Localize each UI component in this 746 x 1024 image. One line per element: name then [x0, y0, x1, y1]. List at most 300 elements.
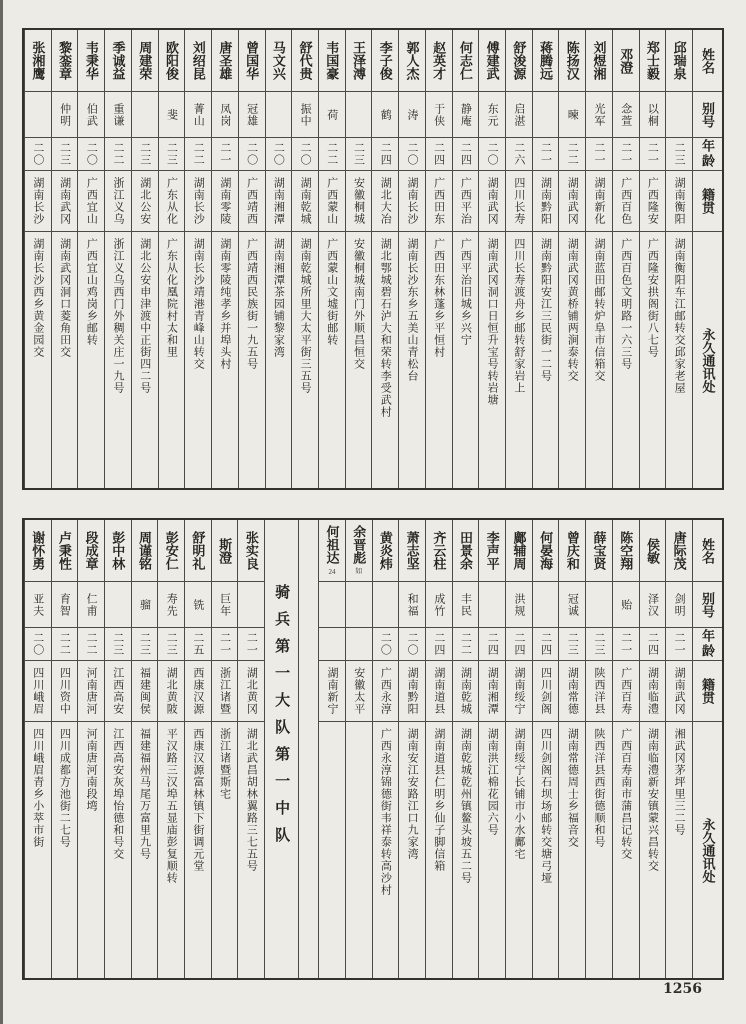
person-name-cell	[52, 30, 78, 92]
person-name-cell	[25, 30, 51, 92]
person-name: 侯敏	[644, 537, 660, 564]
person-name: 周建荣	[137, 41, 153, 80]
person-age-cell: 二三	[105, 628, 131, 661]
person-native-cell: 广西蒙山	[319, 171, 345, 232]
person-address-cell: 四川峨眉青乡小萃市街	[31, 728, 44, 848]
person-name: 季诚益	[110, 41, 126, 80]
person-name: 张实良	[243, 531, 259, 570]
person-address-cell: 湖南道县仁明乡仙子脚信箱	[432, 728, 445, 872]
row-header-address: 永久通讯处	[700, 817, 716, 883]
person-name-annotation: 24	[328, 567, 336, 576]
person-age-cell: 二一	[613, 138, 639, 171]
person-address-cell: 广西靖西民族街一九五号	[245, 238, 258, 370]
person-column	[452, 520, 479, 978]
person-native-cell: 湖北黄冈	[238, 661, 264, 722]
person-native-cell: 湖北公安	[132, 171, 158, 232]
person-column	[131, 520, 158, 978]
person-native-cell: 西康汉源	[185, 661, 211, 722]
person-address-cell: 广西隆安拱阁街八七号	[646, 238, 659, 358]
person-age-cell: 二二	[105, 138, 131, 171]
person-age-cell: 二四	[506, 628, 532, 661]
person-name: 斯澄	[217, 537, 233, 564]
person-age-cell: 二三	[159, 138, 185, 171]
person-age-cell: 二〇	[25, 628, 51, 661]
person-address-cell: 湖南乾城乾州镇鳌头坡五二号	[459, 728, 472, 884]
person-age-cell: 二二	[559, 138, 585, 171]
person-address-cell: 广西百色文明路一六三号	[619, 238, 632, 370]
person-name: 刘煜湘	[591, 41, 607, 80]
person-name-cell	[640, 30, 666, 92]
person-native-cell: 湖南新宁	[319, 661, 345, 722]
person-alias-cell	[533, 92, 559, 138]
person-age-cell: 二四	[479, 628, 505, 661]
person-column	[345, 30, 372, 488]
person-name-cell	[586, 30, 612, 92]
person-column	[237, 520, 264, 978]
person-alias-cell	[586, 582, 612, 628]
person-column	[585, 520, 612, 978]
person-name: 周谨铭	[137, 531, 152, 570]
person-age-cell: 二三	[132, 628, 158, 661]
person-age-cell: 二三	[346, 138, 372, 171]
person-alias-cell: 暕	[559, 92, 585, 138]
person-name: 何晏海	[538, 531, 554, 570]
person-alias-cell: 巨年	[212, 582, 238, 628]
person-native-cell: 湖南衡阳	[666, 171, 692, 232]
person-name: 余晋彪	[351, 524, 367, 564]
person-age-cell: 二二	[319, 138, 345, 171]
person-name-cell	[105, 520, 131, 582]
person-alias-cell	[479, 582, 505, 628]
person-column	[211, 520, 238, 978]
person-column	[372, 520, 399, 978]
person-name-cell	[479, 520, 505, 582]
person-native-cell: 湖南乾城	[453, 661, 479, 722]
person-alias-cell	[373, 582, 399, 628]
person-address-cell: 四川长寿渡舟乡邮转舒家岩上	[512, 238, 525, 394]
person-name-cell	[506, 30, 532, 92]
person-age-cell: 二一	[212, 628, 238, 661]
person-age-cell: 二二	[453, 628, 479, 661]
person-name-cell	[132, 30, 158, 92]
person-native-cell: 湖南零陵	[212, 171, 238, 232]
person-column	[398, 520, 425, 978]
person-name: 鄺辅周	[511, 531, 527, 570]
person-name-cell	[640, 520, 666, 582]
person-alias-cell: 静庵	[453, 92, 479, 138]
person-name-cell	[586, 520, 612, 582]
person-alias-cell: 育智	[52, 582, 78, 628]
person-age-cell: 二三	[586, 628, 612, 661]
row-header-age: 年龄	[693, 138, 722, 171]
person-native-cell: 广东从化	[159, 171, 185, 232]
person-name: 马文兴	[270, 41, 286, 80]
person-column	[104, 520, 131, 978]
person-name: 齐云柱	[431, 531, 447, 570]
person-address-cell: 湖南乾城所里大太平街三五号	[299, 238, 312, 394]
person-address-cell: 湖北公安申津渡中正街四二号	[138, 238, 151, 394]
person-name-cell	[613, 30, 639, 92]
person-name: 唐圣雄	[217, 41, 233, 80]
person-name: 邓澄	[618, 47, 634, 74]
person-native-cell: 湖南常德	[559, 661, 585, 722]
person-native-cell: 湖南黔阳	[399, 661, 425, 722]
person-column	[157, 520, 184, 978]
person-address-cell: 湖南黔阳安江三民街一二号	[539, 238, 552, 382]
person-native-cell: 湖南临澧	[640, 661, 666, 722]
person-address-cell: 浙江义乌西门外稠关庄一九号	[112, 238, 125, 394]
person-column	[532, 30, 559, 488]
person-age-cell: 二六	[506, 138, 532, 171]
person-address-cell: 湖南湘潭茶园铺黎家湾	[272, 238, 285, 358]
person-address-cell: 湖南武冈洞口菱角田交	[58, 238, 71, 358]
person-name-cell	[453, 30, 479, 92]
person-native-cell: 广西永淳	[373, 661, 399, 722]
row-header-native: 籍贯	[693, 171, 722, 232]
person-name-cell	[239, 30, 265, 92]
person-native-cell: 四川峨眉	[25, 661, 51, 722]
person-name: 张湘鹰	[30, 41, 46, 80]
person-name: 蒋腾远	[538, 41, 554, 80]
person-name-cell	[346, 30, 372, 92]
person-column	[318, 520, 345, 978]
row-header-age: 年龄	[693, 628, 722, 661]
person-name: 薛宝贤	[591, 531, 607, 570]
person-native-cell: 广西靖西	[239, 171, 265, 232]
person-name-cell	[78, 30, 104, 92]
person-name: 李声平	[484, 531, 500, 570]
person-address-cell: 浙江诸暨斯宅	[218, 728, 231, 800]
person-alias-cell: 丰民	[453, 582, 479, 628]
person-age-cell: 二〇	[25, 138, 51, 171]
person-address-cell: 西康汉源富林镇下街调元堂	[191, 728, 204, 872]
person-name-cell	[479, 30, 505, 92]
row-header-name: 姓名	[693, 520, 722, 582]
person-alias-cell: 斐	[159, 92, 185, 138]
person-native-cell: 四川长寿	[506, 171, 532, 232]
person-alias-cell: 和福	[399, 582, 425, 628]
person-native-cell: 湖南湘潭	[266, 171, 292, 232]
person-column	[51, 520, 78, 978]
person-address-cell: 湖南常德周士乡福音交	[566, 728, 579, 848]
person-name-cell	[399, 520, 425, 582]
person-address-cell: 湖南蓝田邮转炉阜市信箱交	[592, 238, 605, 382]
person-column	[184, 520, 211, 978]
person-column	[24, 520, 51, 978]
person-age-cell: 二一	[212, 138, 238, 171]
unit-title-column	[264, 520, 298, 978]
person-name-cell	[319, 520, 345, 582]
person-name-cell	[238, 520, 264, 582]
person-native-cell: 广西百寿	[613, 661, 639, 722]
person-name: 郭人杰	[404, 41, 420, 80]
person-name-cell	[533, 30, 559, 92]
person-name: 舒明礼	[190, 531, 206, 570]
person-column	[291, 30, 318, 488]
person-native-cell: 湖南绥宁	[506, 661, 532, 722]
person-alias-cell: 仲明	[52, 92, 78, 138]
person-column	[478, 520, 505, 978]
person-name: 李子俊	[377, 41, 393, 80]
person-native-cell: 安徽桐城	[346, 171, 372, 232]
person-alias-cell	[266, 92, 292, 138]
person-alias-cell	[132, 92, 158, 138]
person-address-cell	[346, 722, 372, 978]
person-native-cell: 湖南黔阳	[533, 171, 559, 232]
person-name: 曾国华	[244, 41, 260, 80]
person-name-cell	[506, 520, 532, 582]
person-name: 曾庆和	[564, 531, 580, 570]
person-name: 卢秉性	[56, 531, 72, 570]
unit-title: 骑兵第一大队第一中队	[273, 584, 290, 854]
person-name-cell	[132, 520, 158, 582]
person-alias-cell	[533, 582, 559, 628]
person-alias-cell: 洪规	[506, 582, 532, 628]
person-name: 陈扬汉	[564, 41, 580, 80]
person-alias-cell: 亚夫	[25, 582, 51, 628]
person-name: 王泽溥	[351, 41, 367, 80]
person-name: 邱瑞泉	[671, 41, 687, 80]
person-alias-cell: 于侠	[426, 92, 452, 138]
row-header-column	[692, 520, 722, 978]
person-column	[211, 30, 238, 488]
person-name: 田景余	[458, 531, 474, 570]
person-native-cell: 湖南湘潭	[479, 661, 505, 722]
person-address-cell: 广西蒙山文墟街邮转	[325, 238, 338, 346]
person-age-cell: 二四	[453, 138, 479, 171]
person-name-cell	[346, 520, 372, 582]
person-age-cell	[346, 628, 372, 661]
person-name: 陈空翔	[618, 531, 634, 570]
person-address-cell: 湖南长沙靖港青峰山转交	[192, 238, 205, 370]
person-name: 韦秉华	[83, 41, 99, 80]
person-alias-cell: 以桐	[640, 92, 666, 138]
person-alias-cell	[319, 582, 345, 628]
person-address-cell: 湖北武昌胡林翼路三七五号	[245, 728, 258, 872]
person-name: 刘绍昆	[190, 41, 206, 80]
person-column	[558, 30, 585, 488]
person-name: 何祖达	[324, 525, 340, 565]
person-column	[665, 520, 692, 978]
person-column	[639, 520, 666, 978]
person-address-cell: 江西高安灰埠怡德和号交	[111, 728, 124, 860]
person-age-cell: 二五	[185, 628, 211, 661]
row-header-column	[692, 30, 722, 488]
person-native-cell: 湖南道县	[426, 661, 452, 722]
person-age-cell: 二二	[185, 138, 211, 171]
person-age-cell: 二一	[238, 628, 264, 661]
person-age-cell: 二二	[52, 628, 78, 661]
person-name: 彭安仁	[163, 531, 179, 570]
person-column	[131, 30, 158, 488]
person-age-cell: 二三	[559, 628, 585, 661]
person-name: 舒代贵	[297, 41, 313, 80]
person-alias-cell: 鹤	[372, 92, 398, 138]
person-name-cell	[559, 520, 585, 582]
person-alias-cell: 剑明	[666, 582, 692, 628]
person-name-cell	[533, 520, 559, 582]
person-age-cell: 二四	[426, 628, 452, 661]
person-name-cell	[426, 30, 452, 92]
person-alias-cell: 冠诚	[559, 582, 585, 628]
person-address-cell: 陕西洋县西街德顺和号	[593, 728, 606, 848]
person-native-cell: 湖南乾城	[292, 171, 318, 232]
person-native-cell: 安徽太平	[346, 661, 372, 722]
person-address-cell: 湖南武冈洞口日恒升宝号转岩塘	[486, 238, 499, 406]
person-name: 黎銮章	[57, 41, 73, 80]
person-address-cell: 湖北鄂城碧石泸大和荣转李受武村	[379, 238, 392, 418]
person-address-cell: 四川剑阁石坝场邮转交塘弓垭	[539, 728, 552, 884]
person-native-cell: 湖南武冈	[559, 171, 585, 232]
person-age-cell	[319, 628, 345, 661]
person-address-cell: 广西平治旧城乡兴宁	[459, 238, 472, 346]
person-name: 欧阳俊	[163, 41, 179, 80]
person-address-cell: 安徽桐城南门外顺昌恒交	[352, 238, 365, 370]
person-name-cell	[373, 520, 399, 582]
person-name: 黄炎炜	[377, 531, 393, 570]
person-native-cell: 湖北黄陂	[158, 661, 184, 722]
person-column	[612, 520, 639, 978]
person-alias-cell: 铣	[185, 582, 211, 628]
person-alias-cell	[25, 92, 51, 138]
person-address-cell: 广西田东林蓬乡平恒村	[432, 238, 445, 358]
person-name-cell	[185, 520, 211, 582]
person-alias-cell	[105, 582, 131, 628]
person-age-cell: 二一	[640, 138, 666, 171]
person-name-cell	[105, 30, 131, 92]
person-alias-cell: 启湛	[506, 92, 532, 138]
person-native-cell: 四川资中	[52, 661, 78, 722]
person-name: 彭中林	[110, 531, 126, 570]
person-column	[478, 30, 505, 488]
person-age-cell: 二二	[78, 628, 104, 661]
person-native-cell: 湖南武冈	[52, 171, 78, 232]
person-alias-cell: 菁山	[185, 92, 211, 138]
person-address-cell	[319, 722, 345, 978]
person-column	[452, 30, 479, 488]
person-age-cell: 二三	[158, 628, 184, 661]
person-name-cell	[185, 30, 211, 92]
person-native-cell: 广西田东	[426, 171, 452, 232]
person-name-cell	[266, 30, 292, 92]
person-age-cell: 二三	[132, 138, 158, 171]
person-age-cell: 二〇	[78, 138, 104, 171]
person-column	[505, 30, 532, 488]
person-address-cell: 湖南绥宁长铺市小水鄺宅	[512, 728, 525, 860]
row-header-name: 姓名	[693, 30, 722, 92]
person-native-cell: 福建闽侯	[132, 661, 158, 722]
person-name: 段成章	[83, 531, 99, 570]
person-address-cell: 广西永淳锦德街韦祥泰转高沙村	[379, 728, 392, 896]
person-alias-cell: 重谦	[105, 92, 131, 138]
person-name-cell	[212, 30, 238, 92]
person-alias-cell: 振中	[292, 92, 318, 138]
person-alias-cell: 寿先	[158, 582, 184, 628]
person-address-cell: 平汉路三汉埠五显庙彭复顺转	[165, 728, 178, 884]
person-name-cell	[666, 30, 692, 92]
person-name-cell	[212, 520, 238, 582]
person-alias-cell: 荷	[319, 92, 345, 138]
person-column	[585, 30, 612, 488]
person-column	[558, 520, 585, 978]
person-address-cell: 湖南长沙东乡五美山青松台	[405, 238, 418, 382]
person-name: 赵英才	[431, 41, 447, 80]
person-column	[665, 30, 692, 488]
person-native-cell: 广西宜山	[78, 171, 104, 232]
person-name-annotation: 如	[355, 567, 363, 576]
person-native-cell: 陕西洋县	[586, 661, 612, 722]
row-header-alias: 别号	[693, 92, 722, 138]
person-alias-cell: 念萱	[613, 92, 639, 138]
person-name-cell	[292, 30, 318, 92]
person-column	[158, 30, 185, 488]
person-alias-cell: 凤岗	[212, 92, 238, 138]
person-address-cell: 湖南武冈黄桥铺两涧泰转交	[566, 238, 579, 382]
person-name-cell	[52, 520, 78, 582]
person-name-cell	[319, 30, 345, 92]
person-name-cell	[25, 520, 51, 582]
person-name: 谢怀勇	[30, 531, 46, 570]
row-header-address: 永久通讯处	[700, 327, 716, 393]
person-alias-cell: 贻	[613, 582, 639, 628]
person-address-cell: 广西百寿南市蒲昌记转交	[619, 728, 632, 860]
person-name: 傅建武	[484, 41, 500, 80]
person-address-cell: 广西宜山鸡岗乡邮转	[85, 238, 98, 346]
person-native-cell: 广西隆安	[640, 171, 666, 232]
person-native-cell: 河南唐河	[78, 661, 104, 722]
register-table-top	[22, 28, 724, 490]
person-column	[318, 30, 345, 488]
person-age-cell: 二〇	[373, 628, 399, 661]
person-alias-cell: 骝	[132, 582, 158, 628]
person-age-cell: 二三	[666, 138, 692, 171]
person-name-cell	[453, 520, 479, 582]
person-name-cell	[559, 30, 585, 92]
person-column	[505, 520, 532, 978]
person-native-cell: 湖南武冈	[666, 661, 692, 722]
person-name: 郑士毅	[644, 41, 660, 80]
person-age-cell: 二四	[533, 628, 559, 661]
person-alias-cell: 东元	[479, 92, 505, 138]
person-age-cell: 二四	[426, 138, 452, 171]
person-name-cell	[372, 30, 398, 92]
person-age-cell: 二四	[640, 628, 666, 661]
person-name: 何志仁	[457, 41, 473, 80]
person-age-cell: 二一	[613, 628, 639, 661]
person-address-cell: 广东从化凰院村太和里	[165, 238, 178, 358]
person-native-cell: 四川剑阁	[533, 661, 559, 722]
person-column	[184, 30, 211, 488]
person-name: 唐际茂	[671, 531, 687, 570]
person-alias-cell	[238, 582, 264, 628]
person-address-cell: 湖南洪江棉花园六号	[486, 728, 499, 836]
person-native-cell: 湖南长沙	[25, 171, 51, 232]
person-alias-cell: 涛	[399, 92, 425, 138]
person-column	[24, 30, 51, 488]
person-age-cell: 二〇	[399, 628, 425, 661]
person-name: 韦国豪	[324, 41, 340, 80]
person-name-cell	[426, 520, 452, 582]
person-name: 舒浚源	[511, 41, 527, 80]
person-column	[265, 30, 292, 488]
person-native-cell: 广西百色	[613, 171, 639, 232]
scan-edge-artifact	[0, 0, 3, 1024]
person-address-cell: 河南唐河南段塆	[85, 728, 98, 812]
person-column	[425, 520, 452, 978]
person-column	[612, 30, 639, 488]
person-address-cell: 湖南临澧新安镇蒙兴昌转交	[646, 728, 659, 872]
page-number: 1256	[663, 981, 702, 997]
